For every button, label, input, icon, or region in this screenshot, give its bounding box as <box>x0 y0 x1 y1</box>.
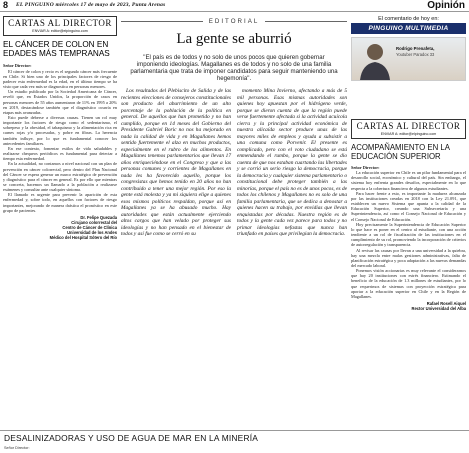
divider <box>121 21 203 22</box>
letters-box-header <box>3 16 117 36</box>
editorial-paragraph: momento Mina Invierno, afectando a más de 5 mil personas. Esas mismas autoridades son quienes hoy apuestan por el hidrógeno verde, porque se dieron cuenta de que la región puede verse fuertemente afectada si la actividad acuícola cierra y la principal actividad económica de nuestra alicaída sector produce unas de las mayores miles de empleos y ayuda a subsistir a una comuna como Porvenir. El presente es complicado, pero con el voto ciudadano se está enmendando el rumbo, porque la gente se dio cuenta de que nos estaban cuartando las libertades y se corrió un serio riesgo la democracia, porque la democracia y cualquier sistema parlamentario o constitucional debe proteger también a las minorías, porque el país no es de unos pocos, es de todos los chilenos y Magallanes no es solo de una familia parlamentaria, que se dedica a denostar a quienes hacen su trabajo, por envidias que llevan enquistadas por décadas. Nuestra región es de todos y la gente cada vez parece para todos y no primar ideologías nefastas que nunca han triunfado en países que privilegian la democracia. <box>237 88 347 238</box>
letters-box-title: CARTAS AL DIRECTOR <box>356 121 461 131</box>
signature-line: Dr. Felipe Quezada <box>80 214 117 220</box>
letter-paragraph: Hoy precisamente la Superintendencia de Educación Superior lo que hace es poner en el centro al estudiante, con una acción tendiente a un rol de fiscalización de las instituciones en el cumplimiento de su rol, promoviendo la incorporación de criterios de autorregulación y transparencia. <box>351 221 466 248</box>
signature-line: Rector Universidad del Alba <box>411 306 466 312</box>
signature-line: Rafael Rosell Aiquel <box>426 301 466 307</box>
letter-salutation: Señor Director: <box>3 63 32 69</box>
letters-box-header <box>351 119 466 139</box>
letters-box-email: ENVIAR A: editor@elpinguino.com <box>380 132 437 136</box>
editorial-paragraph: Los resultados del Plebiscito de Salida y de las recientes elecciones de consejeros constitucionales son producto del aburrimiento de un alto porcentaje de la población de la política en general. De aquellos que han prometido y no han cumplido, porque en 14 meses del Gobierno del Presidente Gabriel Boric no nos ha mejorado en nada la calidad de vida y en Magallanes hemos sentido fuertemente el alza en muchos productos, especialmente en el rubro de los alimentos. En Magallanes tenemos parlamentarios que llevan 17 años enriqueciéndose en el Congreso y que a las personas comunes y corrientes de Magallanes en nada les ha favorecido aquello, porque los congresistas que hemos tenido en 20 años no han contribuido a tener una mejor región. Por eso la gente está molesta y ya mi siquiera elige a quienes esos mismos políticos respaldan, porque así en Magallanes ya se ha abusado mucho. Hay autoridades que están actualmente ejerciendo altos cargos que han velado por proteger sus ideologías y no han pensado en el bienestar de todos y así fue como se cerró en su <box>121 88 231 238</box>
video-speaker-name: Rodrigo Prenafeta, <box>396 46 435 51</box>
letter-paragraph: El cáncer de colon y recto es el segundo cáncer más frecuente en Chile. Si bien uno de los principales factores de riesgo de padecer esta enfermedad es la edad, en el último tiempo se ha visto que cada vez más se diagnostica en personas menores. <box>3 68 117 90</box>
left-letters-column <box>3 16 117 426</box>
editorial-column <box>121 16 347 426</box>
letter-paragraph: La educación superior en Chile es un pilar fundamental para el desarrollo social, económico y cultural del país. Sin embargo, el sistema hoy enfrenta grandes desafíos, especialmente en lo que respecta a la cobertura financiera de algunos estudiantes. <box>351 170 466 191</box>
letter-paragraph: En ese contexto, fomentar estilos de vida saludables y realizarse chequeos periódicos es fundamental para detectar a tiempo esta enfermedad. <box>3 145 117 162</box>
multimedia-banner[interactable]: PINGUINO MULTIMEDIA <box>351 23 466 34</box>
letter-title: EL CÁNCER DE COLON EN EDADES MÁS TEMPRANAS <box>3 40 110 59</box>
letter-paragraph: Ponemos visión accionarias es muy relevante el considerarnos que hay 20 instituciones con estrés financiero. Estimando el beneficio de la educación de 1.3 millones de estudiantes, por lo que requerimos de sistemas con proyección estratégica para aportar a la educación superior en Chile y en la Región de Magallanes. <box>351 268 466 299</box>
video-thumbnail[interactable] <box>351 37 466 81</box>
editorial-label-row <box>121 18 347 25</box>
person-icon <box>358 40 392 80</box>
letter-paragraph: Esto puede deberse a diversas causas. Tienen un rol muy importante los factores de riesgo como el sedentarismo, el sobrepeso y la obesidad, el tabaquismo y la alimentación rica en carnes rojas y/o procesadas, y pobre en fibras. La herencia también influye, por lo que es fundamental conocer los antecedentes familiares. <box>3 114 117 146</box>
editorial-headline: La gente se aburrió <box>176 31 292 47</box>
letter-paragraph: Al revisar las causas por llevan a una universidad a la quiebra, hay una mezcla entre malas gestiones administrativas, falta de planificación estratégica y poca adaptación a las nuevas demandas del mercado laboral. <box>351 247 466 268</box>
letter-body <box>351 165 466 299</box>
right-column <box>351 16 466 426</box>
letter-signature <box>3 215 117 240</box>
section-title: Opinión <box>427 0 465 11</box>
signature-line: Médico del Hospital Sótero del Río <box>49 234 117 240</box>
editorial-lead-quote: "El país es de todos y no solo de unos pocos que quieren gobernar imponiendo ideologías. Magallanes es de todos y no solo de una familia parlamentaria que trata de imponer candidatos para seguir manteniendo una hegemonía". <box>130 54 338 83</box>
multimedia-heading: El comentario de hoy en: <box>378 16 439 22</box>
letter-paragraph: Un estudio publicado por la Sociedad Americana de Cáncer, reveló que, en Estados Unidos, la proporción de casos en personas menores de 55 años aumentaron de 11% en 1995 a 20% en 2019, destacándose también que el diagnóstico ocurría en etapas más avanzadas. <box>3 89 117 115</box>
letter-salutation: Señor Director: <box>351 165 380 170</box>
editorial-body <box>121 88 347 238</box>
divider <box>0 430 469 431</box>
signature-line: Centro de Cáncer de Clínica <box>62 224 117 230</box>
divider <box>265 21 347 22</box>
editorial-text-column <box>237 88 347 238</box>
letter-title: ACOMPAÑAMIENTO EN LA EDUCACIÓN SUPERIOR <box>351 143 450 161</box>
letters-box-email: ENVIAR A: editor@elpinguino.com <box>32 29 88 33</box>
editorial-text-column <box>121 88 231 238</box>
paper-dateline: EL PINGUINO miércoles 17 de mayo de 2023, Punta Arenas <box>16 2 166 8</box>
letter-body <box>3 63 117 213</box>
signature-line: Universidad de los Andes <box>67 229 117 235</box>
page-header <box>0 0 469 12</box>
page-number: 8 <box>3 0 9 10</box>
letter-paragraph: Para hacer frente a esto, es importante la madurez alcanzada por las instituciones creadas en 2018 con la Ley 21.091, que establecen un nuevo Sistema que apunta a la calidad de la Educación Superior, creando una Subsecretaría y una Superintendencia, así como el Consejo Nacional de Educación y el Consejo Nacional de Educación. <box>351 190 466 222</box>
letter-signature <box>351 301 466 311</box>
bottom-letter-salutation: Señor Director: <box>4 446 30 450</box>
letter-paragraph: El llamado es urgente para prevenir la aparición de esta enfermedad y, sobre todo, en aquellos con factores de riesgo importantes, mejorando de manera drástica el pronóstico en este grupo de pacientes. <box>3 192 117 213</box>
editorial-label: EDITORIAL <box>208 18 260 25</box>
bottom-letter-title: DESALINIZADORAS Y USO DE AGUA DE MAR EN LA MINERÍA <box>4 433 259 443</box>
video-speaker-role: Youtuber Paradox 33 <box>396 52 435 57</box>
signature-line: Cirujano colorrectal del <box>71 219 117 225</box>
letter-paragraph: En la actualidad, no contamos a nivel nacional con un plan de prevención en cáncer colorrectal, pero dentro del Plan Nacional del Cáncer se espera generar un marco estratégico de prevención y diagnóstico para el cáncer en general. Es por ello que mientras se concreta, hacemos un llamado a la población a realizarse exámenes y consultar ante cualquier síntoma. <box>3 161 117 193</box>
letters-box-title: CARTAS AL DIRECTOR <box>8 18 112 28</box>
